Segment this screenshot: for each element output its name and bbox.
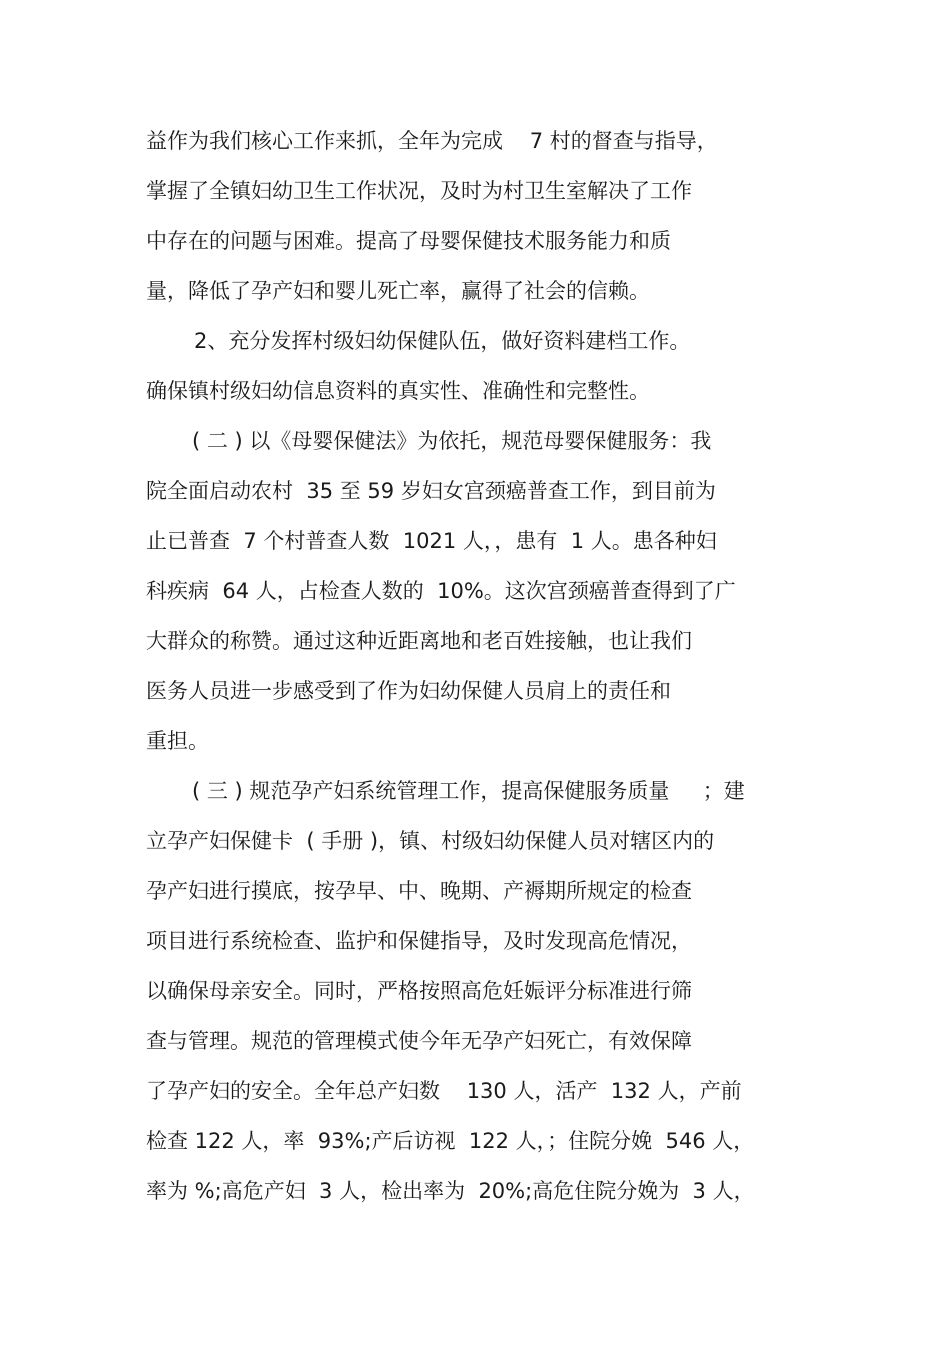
text-line: 了孕产妇的安全。全年总产妇数 130 人，活产 132 人，产前	[146, 1079, 742, 1103]
text-line: 项目进行系统检查、监护和保健指导，及时发现高危情况，	[146, 929, 692, 953]
text-line: 医务人员进一步感受到了作为妇幼保健人员肩上的责任和	[146, 679, 671, 703]
text-line: 止已普查 7 个村普查人数 1021 人，，患有 1 人。患各种妇	[146, 529, 717, 553]
text-line: 重担。	[146, 729, 209, 753]
text-line: 检查 122 人，率 93%;产后访视 122 人，；住院分娩 546 人，	[146, 1129, 755, 1153]
text-line: 益作为我们核心工作来抓，全年为完成 7 村的督查与指导，	[146, 129, 718, 153]
text-line: 以确保母亲安全。同时，严格按照高危妊娠评分标准进行筛	[146, 979, 692, 1003]
text-line: 科疾病 64 人，占检查人数的 10%。这次宫颈癌普查得到了广	[146, 579, 736, 603]
text-line: 掌握了全镇妇幼卫生工作状况，及时为村卫生室解决了工作	[146, 179, 692, 203]
text-line: 大群众的称赞。通过这种近距离地和老百姓接触，也让我们	[146, 629, 692, 653]
text-line: 量，降低了孕产妇和婴儿死亡率，赢得了社会的信赖。	[146, 279, 650, 303]
text-line: 确保镇村级妇幼信息资料的真实性、准确性和完整性。	[146, 379, 650, 403]
text-line: 孕产妇进行摸底，按孕早、中、晚期、产褥期所规定的检查	[146, 879, 692, 903]
text-line: ( 二 ) 以《母婴保健法》为依托，规范母婴保健服务：我	[192, 429, 712, 453]
text-line: ( 三 ) 规范孕产妇系统管理工作，提高保健服务质量 ；建	[192, 779, 745, 803]
text-line: 2、充分发挥村级妇幼保健队伍，做好资料建档工作。	[194, 329, 691, 353]
text-line: 率为 %;高危产妇 3 人，检出率为 20%;高危住院分娩为 3 人，	[146, 1179, 755, 1203]
text-line: 中存在的问题与困难。提高了母婴保健技术服务能力和质	[146, 229, 671, 253]
text-line: 立孕产妇保健卡 ( 手册 )，镇、村级妇幼保健人员对辖区内的	[146, 829, 715, 853]
text-line: 院全面启动农村 35 至 59 岁妇女宫颈癌普查工作，到目前为	[146, 479, 716, 503]
text-line: 查与管理。规范的管理模式使今年无孕产妇死亡，有效保障	[146, 1029, 692, 1053]
